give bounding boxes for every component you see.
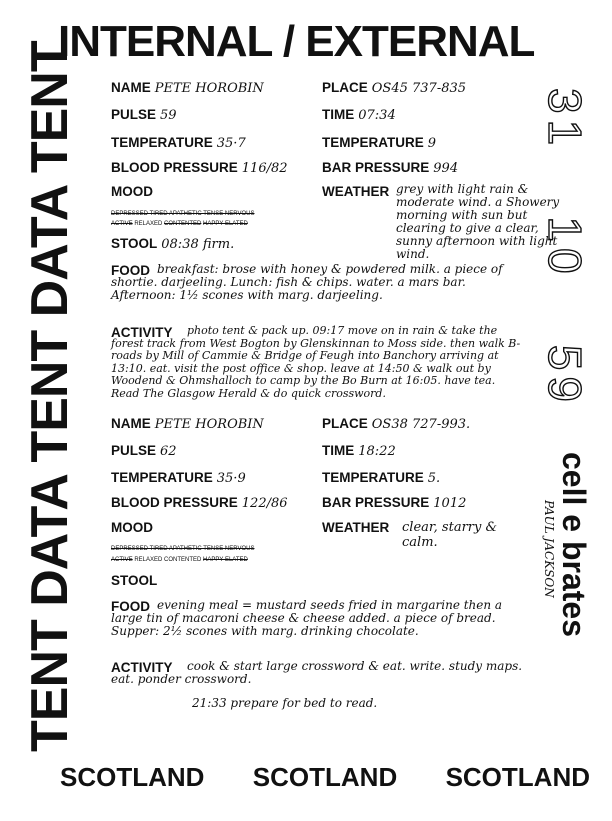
mood-options-line1: DEPRESSED TIRED APATHETIC TENSE NERVOUS [111, 546, 255, 552]
stool-row-2 [111, 573, 161, 589]
mood-contented: CONTENTED [164, 221, 202, 227]
bar-pressure-value: 994 [433, 161, 459, 176]
place-row-1 [322, 80, 466, 96]
footer-word-3: SCOTLAND [445, 762, 590, 792]
page-title: INTERNAL / EXTERNAL [58, 17, 535, 66]
activity-value: cook & start large crossword & eat. write. study maps. eat. ponder crossword. [111, 659, 523, 686]
bar-pressure-label: BAR PRESSURE [322, 160, 430, 175]
stool-value: 08:38 firm. [161, 237, 235, 252]
blood-pressure-value: 122/86 [241, 496, 288, 511]
date-month: 10 [539, 216, 591, 280]
mood-label: MOOD [111, 184, 153, 199]
temperature-value: 35·7 [216, 136, 246, 151]
time-label: TIME [322, 107, 355, 122]
mood-options-line2 [111, 557, 248, 564]
temperature-label: TEMPERATURE [111, 470, 213, 485]
place-value: OS38 727-993. [371, 417, 471, 432]
name-label: NAME [111, 416, 151, 431]
pulse-value: 59 [160, 108, 177, 123]
temperature2-row-1 [322, 135, 436, 151]
date-day: 31 [539, 88, 591, 152]
cell-author: PAUL JACKSON [542, 500, 556, 598]
weather-label: WEATHER [322, 520, 390, 535]
blood-pressure-value: 116/82 [241, 161, 288, 176]
mood-options-line2 [111, 221, 248, 228]
temperature-label: TEMPERATURE [111, 135, 213, 150]
blood-pressure-row-2 [111, 495, 288, 511]
bar-pressure-row-1 [322, 160, 458, 176]
place-value: OS45 737-835 [371, 81, 467, 96]
activity-value: photo tent & pack up. 09:17 move on in rain & take the forest track from West Bogton by Glenskinnan to Moss side. then walk B-roads by Mill of Cammie & Bridge of Feugh into Banchory arriving at 13:10. eat. visit the post office & shop. leave at 14:50 & walk out by Woodend & Ohmshalloch to camp by the Bo Burn at 16:05. have tea. Read The Glasgow Herald & do quick crossword. [111, 324, 521, 400]
footer-word-2: SCOTLAND [252, 762, 398, 792]
temperature-value: 35·9 [216, 471, 246, 486]
pulse-label: PULSE [111, 443, 157, 458]
mood-options-line1: DEPRESSED TIRED APATHETIC TENSE NERVOUS [111, 211, 255, 217]
weather-value: grey with light rain & moderate wind. a Showery morning with sun but clearing to give a clear, sunny afternoon with light wind. [396, 182, 560, 261]
mood-happy-elated: HAPPY ELATED [203, 557, 248, 563]
place-row-2 [322, 416, 470, 432]
time-label: TIME [322, 443, 355, 458]
temperature-row-1 [111, 135, 246, 151]
weather-label: WEATHER [322, 184, 390, 199]
date-year: 59 [539, 344, 591, 408]
stool-row-1 [111, 236, 234, 252]
stool-label: STOOL [111, 573, 158, 588]
mood-active: ACTIVE [111, 221, 133, 227]
footer-word-1: SCOTLAND [60, 762, 205, 792]
mood-active: ACTIVE [111, 557, 133, 563]
activity-label: ACTIVITY [111, 325, 173, 340]
activity-label: ACTIVITY [111, 660, 173, 675]
food-label: FOOD [111, 263, 150, 278]
time-value: 07:34 [358, 108, 396, 123]
mood-happy-elated: HAPPY ELATED [203, 221, 248, 227]
name-value: PETE HOROBIN [154, 417, 264, 432]
time-row-1 [322, 107, 396, 123]
bar-pressure-label: BAR PRESSURE [322, 495, 430, 510]
pulse-value: 62 [160, 444, 177, 459]
time-row-2 [322, 443, 396, 459]
bar-pressure-value: 1012 [433, 496, 467, 511]
name-label: NAME [111, 80, 151, 95]
name-row-1 [111, 80, 264, 96]
blood-pressure-row-1 [111, 160, 288, 176]
name-value: PETE HOROBIN [154, 81, 264, 96]
mood-relaxed: RELAXED [134, 221, 163, 227]
mood-relaxed: RELAXED [134, 557, 163, 563]
blood-pressure-label: BLOOD PRESSURE [111, 160, 238, 175]
place-label: PLACE [322, 80, 368, 95]
weather-value: clear, starry & calm. [402, 520, 498, 550]
footer [60, 762, 590, 793]
place-label: PLACE [322, 416, 368, 431]
food-value: evening meal = mustard seeds fried in margarine then a large tin of macaroni cheese & cheese added. a piece of bread. Supper: 2½ scones with marg. drinking chocolate. [111, 598, 503, 638]
temperature2-label: TEMPERATURE [322, 135, 424, 150]
cell-title: cell e brates [556, 452, 592, 637]
temperature-row-2 [111, 470, 246, 486]
temperature2-value: 5. [427, 471, 441, 486]
pulse-row-1 [111, 107, 177, 123]
food-label: FOOD [111, 599, 150, 614]
time-value: 18:22 [358, 444, 396, 459]
bar-pressure-row-2 [322, 495, 466, 511]
pulse-label: PULSE [111, 107, 157, 122]
temperature2-row-2 [322, 470, 440, 486]
stool-label: STOOL [111, 236, 158, 251]
pulse-row-2 [111, 443, 177, 459]
blood-pressure-label: BLOOD PRESSURE [111, 495, 238, 510]
name-row-2 [111, 416, 264, 432]
side-title: TENT DATA TENT DATA TENT [21, 41, 79, 752]
temperature2-value: 9 [427, 136, 437, 151]
mood-contented: CONTENTED [164, 557, 202, 563]
activity-note: 21:33 prepare for bed to read. [192, 696, 378, 710]
temperature2-label: TEMPERATURE [322, 470, 424, 485]
mood-label: MOOD [111, 520, 153, 535]
food-value: breakfast: brose with honey & powdered milk. a piece of shortie. darjeeling. Lunch: fish & chips. water. a mars bar. Afternoon: 1½ scones with marg. darjeeling. [111, 262, 503, 302]
